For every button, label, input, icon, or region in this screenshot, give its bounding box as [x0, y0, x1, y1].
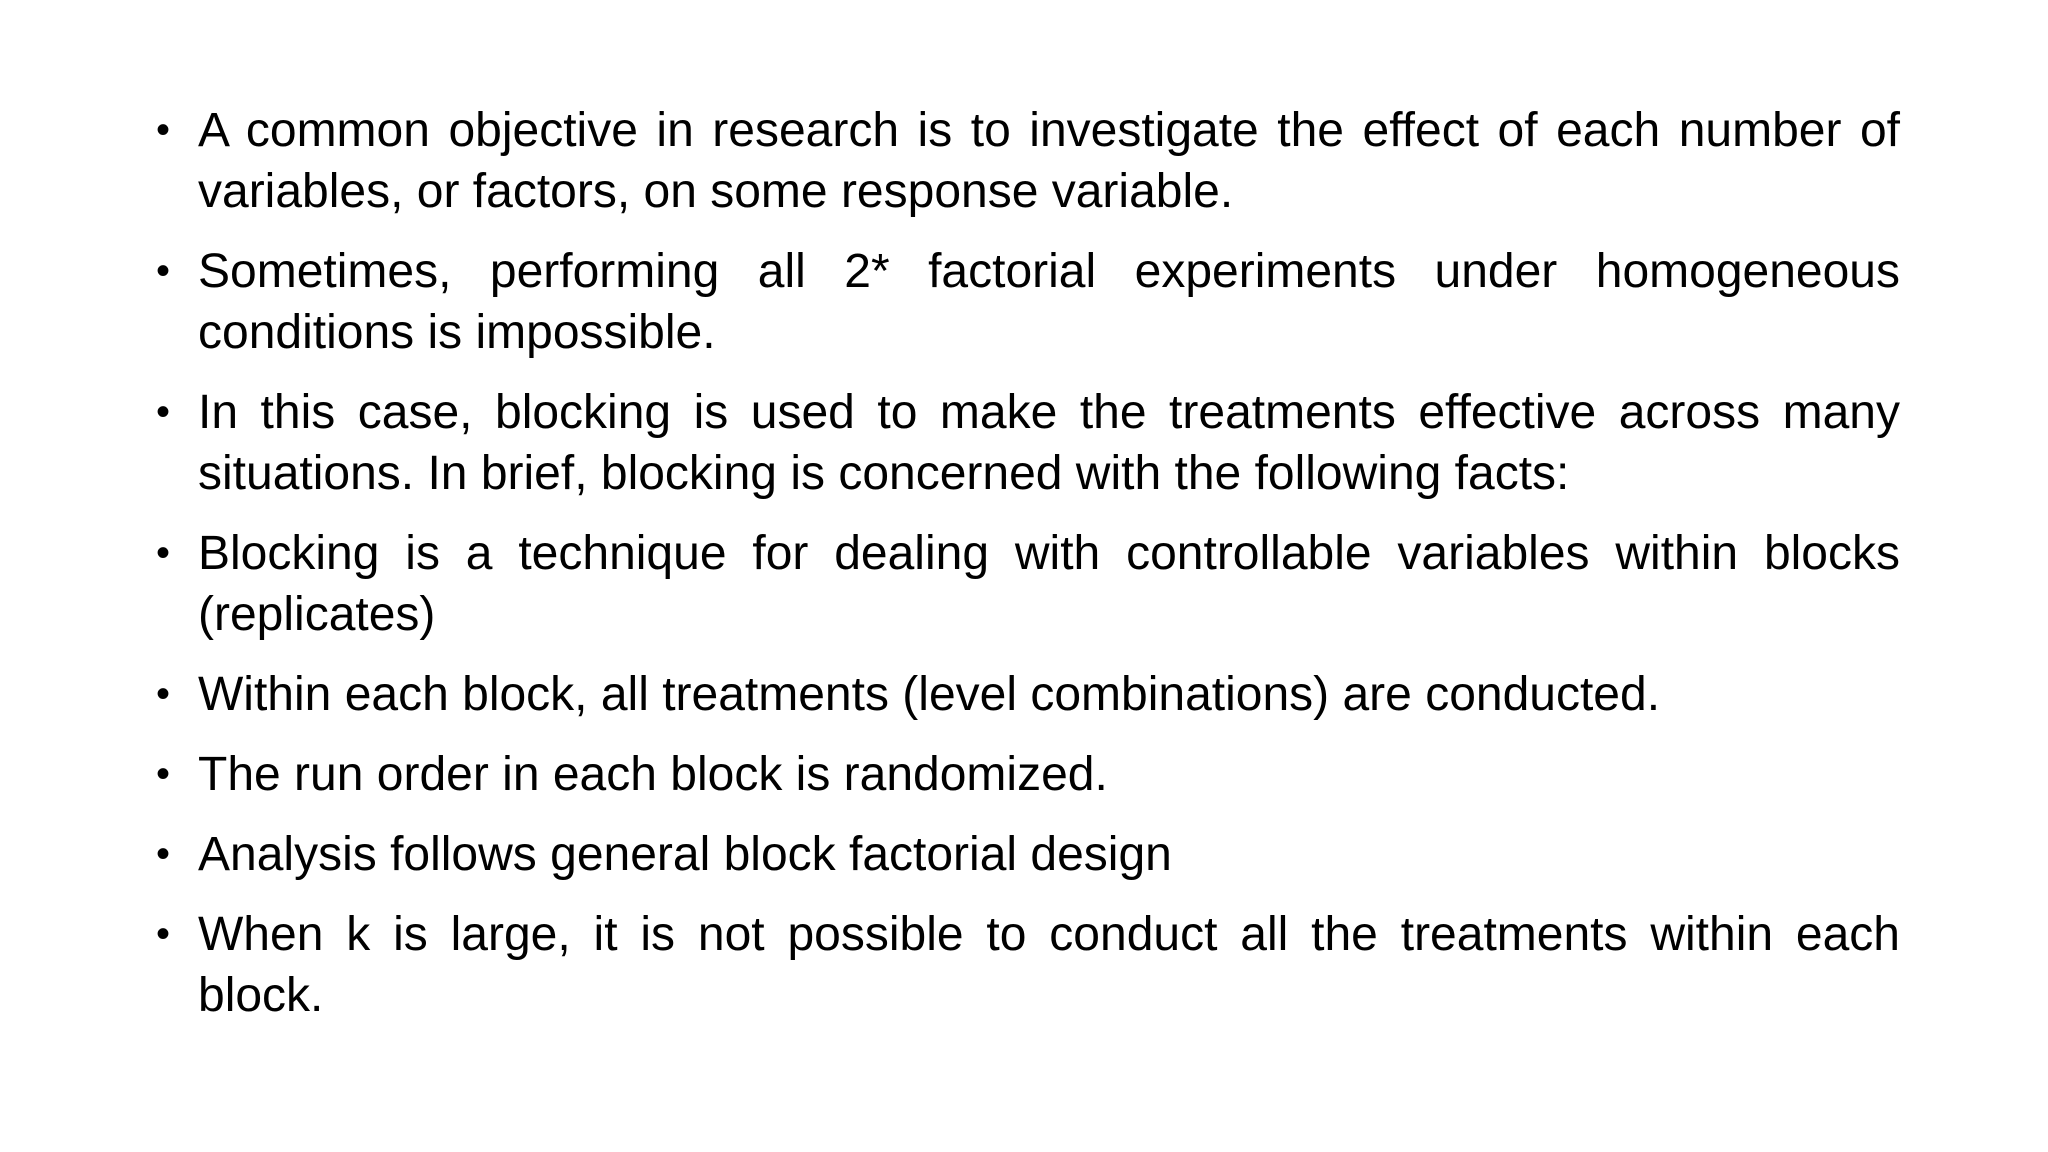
bullet-item-8 — [156, 904, 1900, 1026]
bullet-item-2 — [156, 241, 1900, 363]
bullet-list — [156, 100, 1900, 1045]
bullet-item-1 — [156, 100, 1900, 222]
bullet-text: The run order in each block is randomized. — [198, 748, 1108, 801]
bullet-text: A common objective in research is to investigate the effect of each number of variables, or factors, on some response variable. — [198, 104, 1900, 218]
bullet-icon: • — [156, 249, 171, 293]
bullet-text: Sometimes, performing all 2* factorial experiments under homogeneous conditions is impossible. — [198, 245, 1900, 359]
bullet-item-7 — [156, 824, 1900, 885]
bullet-text: When k is large, it is not possible to conduct all the treatments within each block. — [198, 908, 1900, 1022]
bullet-item-4 — [156, 523, 1900, 645]
bullet-item-6 — [156, 744, 1900, 805]
bullet-text: Analysis follows general block factorial design — [198, 828, 1172, 881]
bullet-text: In this case, blocking is used to make the treatments effective across many situations. In brief, blocking is concerned with the following facts: — [198, 386, 1900, 500]
bullet-icon: • — [156, 108, 171, 152]
bullet-icon: • — [156, 390, 171, 434]
bullet-icon: • — [156, 752, 171, 796]
bullet-icon: • — [156, 832, 171, 876]
bullet-item-3 — [156, 382, 1900, 504]
bullet-icon: • — [156, 912, 171, 956]
bullet-icon: • — [156, 531, 171, 575]
bullet-text: Within each block, all treatments (level combinations) are conducted. — [198, 668, 1661, 721]
bullet-icon: • — [156, 672, 171, 716]
bullet-item-5 — [156, 664, 1900, 725]
bullet-text: Blocking is a technique for dealing with controllable variables within blocks (replicates) — [198, 527, 1900, 641]
